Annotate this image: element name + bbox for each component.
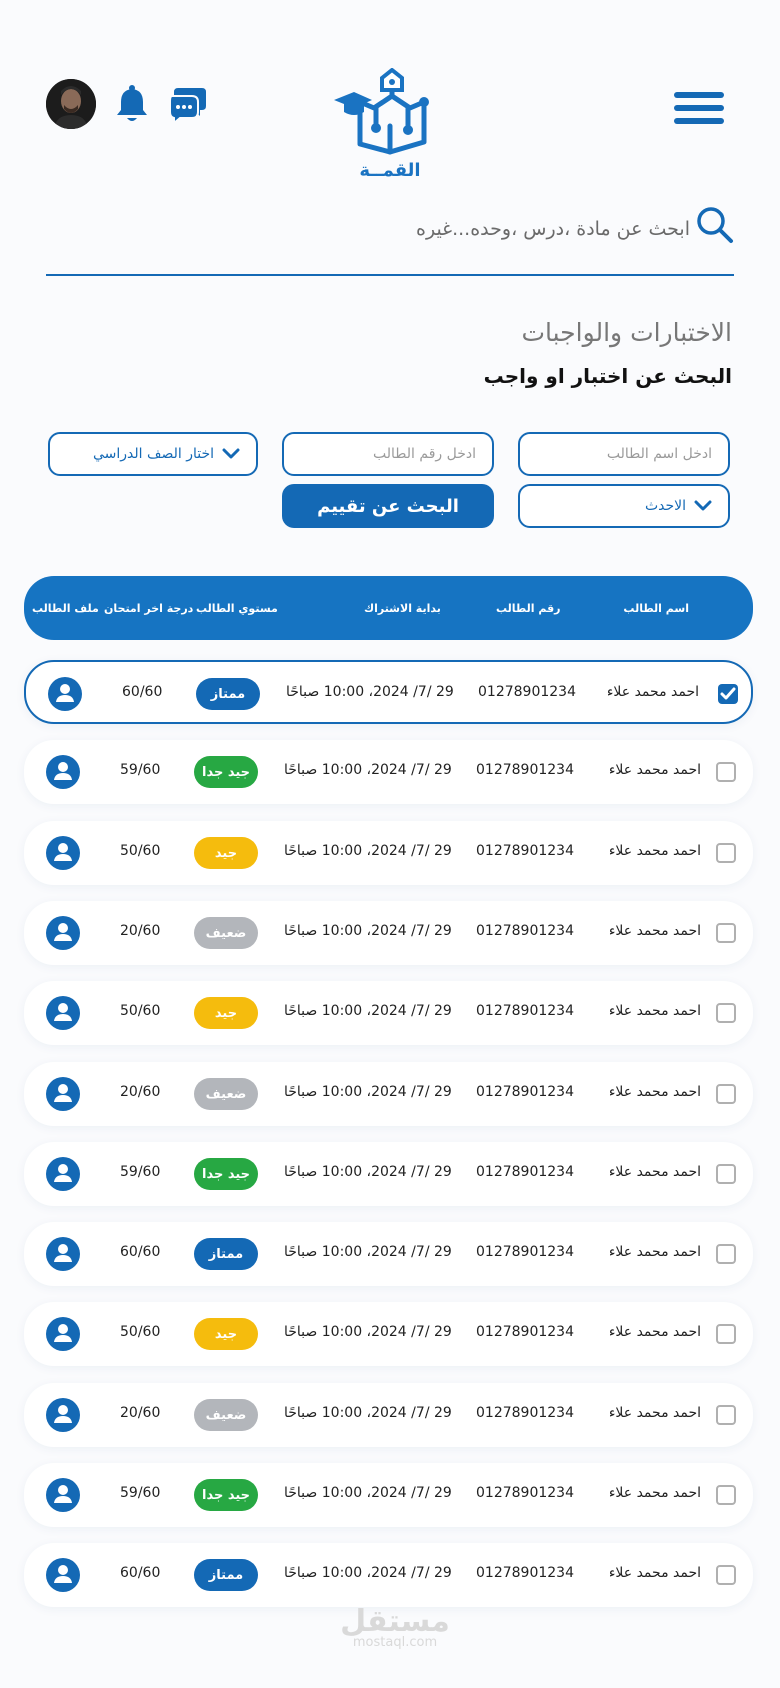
header-subscription-start: بداية الاشتراك — [364, 602, 441, 615]
search-icon[interactable] — [696, 206, 734, 244]
header-student-name: اسم الطالب — [623, 602, 689, 615]
level-badge: ممتاز — [196, 678, 260, 710]
table-row[interactable] — [24, 1142, 753, 1206]
student-profile-icon[interactable] — [46, 1237, 80, 1271]
level-badge: ضعيف — [194, 1078, 258, 1110]
table-row[interactable] — [24, 660, 753, 724]
student-profile-icon[interactable] — [46, 1558, 80, 1592]
last-exam-grade: 59/60 — [120, 762, 161, 778]
search-evaluation-button[interactable]: البحث عن تقييم — [282, 484, 494, 528]
subscription-start: 29 /7/ 2024، 10:00 صباحًا — [284, 1003, 452, 1019]
level-badge: ممتاز — [194, 1559, 258, 1591]
watermark-latin: mostaql.com — [352, 1635, 438, 1650]
level-badge: جيد جدا — [194, 1158, 258, 1190]
last-exam-grade: 60/60 — [122, 684, 163, 700]
last-exam-grade: 20/60 — [120, 1084, 161, 1100]
last-exam-grade: 50/60 — [120, 1324, 161, 1340]
student-profile-icon[interactable] — [46, 1077, 80, 1111]
watermark-arabic: مستقل — [340, 1604, 450, 1639]
row-checkbox[interactable] — [716, 1164, 736, 1184]
menu-icon[interactable] — [674, 92, 724, 128]
student-profile-icon[interactable] — [46, 1317, 80, 1351]
student-profile-icon[interactable] — [46, 755, 80, 789]
student-profile-icon[interactable] — [46, 1157, 80, 1191]
student-name: احمد محمد علاء — [608, 843, 701, 859]
subscription-start: 29 /7/ 2024، 10:00 صباحًا — [284, 762, 452, 778]
page-subtitle: البحث عن اختبار او واجب — [483, 364, 732, 388]
level-badge: جيد جدا — [194, 756, 258, 788]
subscription-start: 29 /7/ 2024، 10:00 صباحًا — [284, 1565, 452, 1581]
subscription-start: 29 /7/ 2024، 10:00 صباحًا — [284, 1244, 452, 1260]
header-student-level: مستوي الطالب — [196, 602, 278, 615]
student-name: احمد محمد علاء — [608, 1565, 701, 1581]
row-checkbox[interactable] — [716, 1003, 736, 1023]
student-number: 01278901234 — [476, 1084, 574, 1100]
avatar[interactable] — [46, 79, 96, 129]
student-number: 01278901234 — [476, 1485, 574, 1501]
logo-text: القمــة — [359, 160, 421, 181]
student-number: 01278901234 — [476, 1164, 574, 1180]
student-name: احمد محمد علاء — [606, 684, 699, 700]
student-name: احمد محمد علاء — [608, 1244, 701, 1260]
student-name: احمد محمد علاء — [608, 1003, 701, 1019]
student-number: 01278901234 — [476, 843, 574, 859]
row-checkbox[interactable] — [718, 684, 738, 704]
level-badge: ضعيف — [194, 1399, 258, 1431]
student-number: 01278901234 — [476, 1003, 574, 1019]
student-number: 01278901234 — [476, 1244, 574, 1260]
row-checkbox[interactable] — [716, 1324, 736, 1344]
student-number: 01278901234 — [478, 684, 576, 700]
student-number-input[interactable] — [282, 432, 494, 476]
row-checkbox[interactable] — [716, 843, 736, 863]
subscription-start: 29 /7/ 2024، 10:00 صباحًا — [284, 1324, 452, 1340]
subscription-start: 29 /7/ 2024، 10:00 صباحًا — [284, 923, 452, 939]
student-name-input[interactable] — [518, 432, 730, 476]
search-input[interactable] — [60, 210, 690, 248]
student-number: 01278901234 — [476, 1565, 574, 1581]
student-profile-icon[interactable] — [46, 1398, 80, 1432]
table-header — [24, 576, 753, 640]
table-row[interactable] — [24, 740, 753, 804]
student-profile-icon[interactable] — [46, 836, 80, 870]
table-row[interactable] — [24, 981, 753, 1045]
table-row[interactable] — [24, 821, 753, 885]
subscription-start: 29 /7/ 2024، 10:00 صباحًا — [286, 684, 454, 700]
student-profile-icon[interactable] — [46, 916, 80, 950]
table-row[interactable] — [24, 1383, 753, 1447]
last-exam-grade: 59/60 — [120, 1485, 161, 1501]
student-name: احمد محمد علاء — [608, 1164, 701, 1180]
student-name: احمد محمد علاء — [608, 762, 701, 778]
chat-icon[interactable] — [168, 86, 208, 124]
row-checkbox[interactable] — [716, 923, 736, 943]
chevron-down-icon — [694, 500, 712, 512]
student-number: 01278901234 — [476, 923, 574, 939]
student-name: احمد محمد علاء — [608, 923, 701, 939]
last-exam-grade: 59/60 — [120, 1164, 161, 1180]
check-icon — [718, 684, 738, 704]
last-exam-grade: 60/60 — [120, 1244, 161, 1260]
table-row[interactable] — [24, 901, 753, 965]
chevron-down-icon — [222, 448, 240, 460]
row-checkbox[interactable] — [716, 1485, 736, 1505]
header-student-number: رقم الطالب — [496, 602, 561, 615]
table-row[interactable] — [24, 1062, 753, 1126]
level-badge: ضعيف — [194, 917, 258, 949]
logo — [330, 68, 450, 186]
header-last-exam-grade: درجة اخر امتحان — [104, 602, 194, 615]
level-badge: جيد جدا — [194, 1479, 258, 1511]
student-profile-icon[interactable] — [46, 996, 80, 1030]
watermark — [340, 1604, 450, 1650]
row-checkbox[interactable] — [716, 762, 736, 782]
student-name: احمد محمد علاء — [608, 1485, 701, 1501]
subscription-start: 29 /7/ 2024، 10:00 صباحًا — [284, 1485, 452, 1501]
student-number: 01278901234 — [476, 762, 574, 778]
sort-select[interactable] — [518, 484, 730, 528]
student-number: 01278901234 — [476, 1405, 574, 1421]
last-exam-grade: 60/60 — [120, 1565, 161, 1581]
last-exam-grade: 20/60 — [120, 1405, 161, 1421]
last-exam-grade: 50/60 — [120, 843, 161, 859]
table-row[interactable] — [24, 1222, 753, 1286]
student-name: احمد محمد علاء — [608, 1324, 701, 1340]
bell-icon[interactable] — [114, 84, 150, 124]
level-badge: جيد — [194, 837, 258, 869]
search-underline — [46, 274, 734, 276]
last-exam-grade: 20/60 — [120, 923, 161, 939]
page-title: الاختبارات والواجبات — [521, 318, 732, 347]
level-badge: جيد — [194, 1318, 258, 1350]
student-profile-icon[interactable] — [48, 677, 82, 711]
header-student-profile: ملف الطالب — [32, 602, 99, 615]
table-row[interactable] — [24, 1543, 753, 1607]
level-badge: جيد — [194, 997, 258, 1029]
subscription-start: 29 /7/ 2024، 10:00 صباحًا — [284, 1164, 452, 1180]
row-checkbox[interactable] — [716, 1084, 736, 1104]
student-name: احمد محمد علاء — [608, 1405, 701, 1421]
row-checkbox[interactable] — [716, 1565, 736, 1585]
level-badge: ممتاز — [194, 1238, 258, 1270]
subscription-start: 29 /7/ 2024، 10:00 صباحًا — [284, 1405, 452, 1421]
table-row[interactable] — [24, 1463, 753, 1527]
row-checkbox[interactable] — [716, 1244, 736, 1264]
student-profile-icon[interactable] — [46, 1478, 80, 1512]
class-select-label: اختار الصف الدراسي — [92, 446, 214, 462]
class-select[interactable] — [48, 432, 258, 476]
sort-select-label: الاحدث — [644, 498, 686, 514]
last-exam-grade: 50/60 — [120, 1003, 161, 1019]
student-name: احمد محمد علاء — [608, 1084, 701, 1100]
subscription-start: 29 /7/ 2024، 10:00 صباحًا — [284, 843, 452, 859]
table-row[interactable] — [24, 1302, 753, 1366]
row-checkbox[interactable] — [716, 1405, 736, 1425]
subscription-start: 29 /7/ 2024، 10:00 صباحًا — [284, 1084, 452, 1100]
student-number: 01278901234 — [476, 1324, 574, 1340]
